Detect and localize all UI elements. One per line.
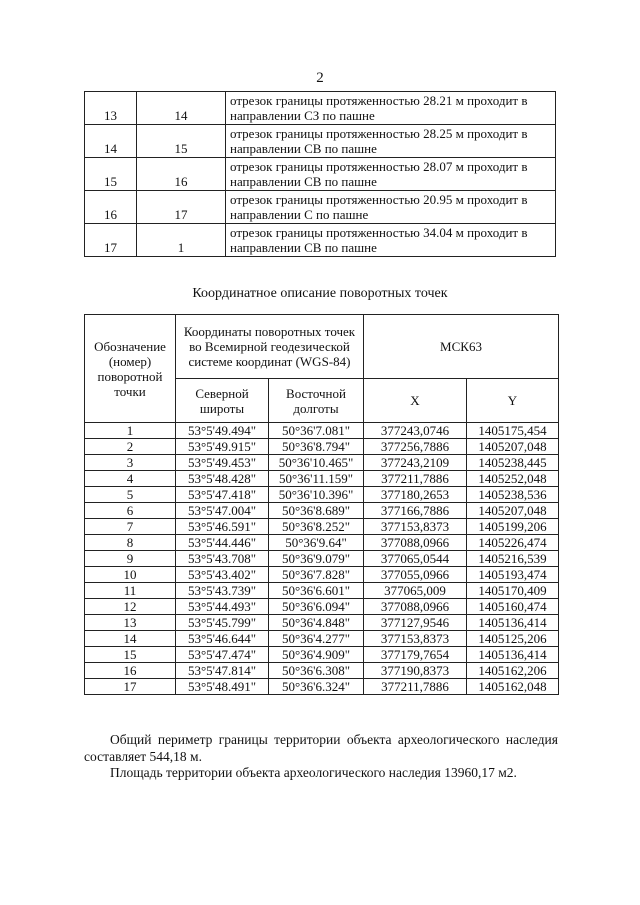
segment-to: 1 (137, 224, 226, 257)
cell-lon: 50°36'8.252" (269, 519, 364, 535)
cell-n: 6 (85, 503, 176, 519)
cell-lat: 53°5'44.446" (176, 535, 269, 551)
cell-x: 377180,2653 (364, 487, 467, 503)
cell-lon: 50°36'6.324" (269, 679, 364, 695)
cell-lat: 53°5'49.453" (176, 455, 269, 471)
cell-y: 1405136,414 (467, 615, 559, 631)
cell-lon: 50°36'6.308" (269, 663, 364, 679)
segment-description-line1: отрезок границы протяженностью 28.21 м проходит в (230, 93, 528, 108)
cell-lat: 53°5'43.402" (176, 567, 269, 583)
segment-row (85, 92, 556, 125)
cell-x: 377088,0966 (364, 599, 467, 615)
coordinate-row (85, 647, 559, 663)
cell-n: 3 (85, 455, 176, 471)
segment-description-line2: направлении СВ по пашне (230, 141, 377, 156)
cell-y: 1405160,474 (467, 599, 559, 615)
coordinate-row (85, 535, 559, 551)
cell-n: 7 (85, 519, 176, 535)
cell-lat: 53°5'44.493" (176, 599, 269, 615)
coordinate-row (85, 567, 559, 583)
cell-n: 9 (85, 551, 176, 567)
cell-n: 15 (85, 647, 176, 663)
segment-description (226, 125, 556, 158)
header-y: Y (467, 379, 559, 423)
page-number: 2 (316, 70, 324, 86)
cell-n: 12 (85, 599, 176, 615)
segment-description-line2: направлении СВ по пашне (230, 174, 377, 189)
segment-to: 16 (137, 158, 226, 191)
cell-x: 377256,7886 (364, 439, 467, 455)
segment-description-line2: направлении СЗ по пашне (230, 108, 375, 123)
cell-lon: 50°36'10.396" (269, 487, 364, 503)
header-wgs-group: Координаты поворотных точек во Всемирной геодезической системе координат (WGS-84) (176, 315, 364, 379)
cell-n: 17 (85, 679, 176, 695)
segment-row (85, 158, 556, 191)
cell-x: 377190,8373 (364, 663, 467, 679)
segment-description-line2: направлении СВ по пашне (230, 240, 377, 255)
header-latitude: Северной широты (176, 379, 269, 423)
segment-from: 17 (85, 224, 137, 257)
cell-y: 1405162,206 (467, 663, 559, 679)
cell-n: 10 (85, 567, 176, 583)
coordinates-table (84, 314, 559, 695)
cell-x: 377166,7886 (364, 503, 467, 519)
cell-n: 11 (85, 583, 176, 599)
cell-y: 1405170,409 (467, 583, 559, 599)
section-title: Координатное описание поворотных точек (192, 286, 448, 301)
cell-n: 5 (85, 487, 176, 503)
cell-lon: 50°36'8.794" (269, 439, 364, 455)
boundary-segments-table (84, 91, 556, 257)
segment-description-line1: отрезок границы протяженностью 20.95 м проходит в (230, 192, 528, 207)
cell-x: 377153,8373 (364, 519, 467, 535)
cell-lat: 53°5'49.494" (176, 423, 269, 439)
coordinate-row (85, 615, 559, 631)
cell-lat: 53°5'47.474" (176, 647, 269, 663)
cell-x: 377088,0966 (364, 535, 467, 551)
area-note: Площадь территории объекта археологического наследия 13960,17 м2. (110, 765, 517, 780)
coordinate-row (85, 663, 559, 679)
cell-n: 8 (85, 535, 176, 551)
cell-lat: 53°5'48.428" (176, 471, 269, 487)
cell-lon: 50°36'7.828" (269, 567, 364, 583)
segment-row (85, 125, 556, 158)
cell-y: 1405216,539 (467, 551, 559, 567)
coordinate-row (85, 471, 559, 487)
cell-lat: 53°5'48.491" (176, 679, 269, 695)
segment-description-line2: направлении С по пашне (230, 207, 369, 222)
coordinate-row (85, 423, 559, 439)
cell-lon: 50°36'4.848" (269, 615, 364, 631)
cell-n: 14 (85, 631, 176, 647)
cell-lat: 53°5'46.644" (176, 631, 269, 647)
coordinate-row (85, 439, 559, 455)
segment-to: 15 (137, 125, 226, 158)
coordinate-row (85, 551, 559, 567)
cell-lon: 50°36'6.601" (269, 583, 364, 599)
cell-y: 1405162,048 (467, 679, 559, 695)
cell-n: 16 (85, 663, 176, 679)
cell-lat: 53°5'46.591" (176, 519, 269, 535)
coordinate-row (85, 487, 559, 503)
segment-description (226, 158, 556, 191)
coordinate-row (85, 631, 559, 647)
segment-description-line1: отрезок границы протяженностью 28.07 м проходит в (230, 159, 528, 174)
cell-lon: 50°36'9.64" (269, 535, 364, 551)
segment-from: 15 (85, 158, 137, 191)
cell-y: 1405207,048 (467, 439, 559, 455)
cell-n: 13 (85, 615, 176, 631)
coordinate-row (85, 599, 559, 615)
header-x: X (364, 379, 467, 423)
cell-x: 377153,8373 (364, 631, 467, 647)
cell-y: 1405199,206 (467, 519, 559, 535)
segment-row (85, 191, 556, 224)
cell-x: 377065,009 (364, 583, 467, 599)
cell-lon: 50°36'6.094" (269, 599, 364, 615)
cell-lat: 53°5'49.915" (176, 439, 269, 455)
segment-to: 14 (137, 92, 226, 125)
perimeter-note: Общий периметр границы территории объекта археологического наследия составляет 544,18 м. (84, 732, 558, 764)
cell-y: 1405252,048 (467, 471, 559, 487)
cell-y: 1405125,206 (467, 631, 559, 647)
segment-from: 16 (85, 191, 137, 224)
cell-lat: 53°5'47.814" (176, 663, 269, 679)
header-point-label: Обозначение (номер) поворотной точки (85, 315, 176, 423)
cell-x: 377179,7654 (364, 647, 467, 663)
cell-y: 1405207,048 (467, 503, 559, 519)
segment-to: 17 (137, 191, 226, 224)
cell-lon: 50°36'9.079" (269, 551, 364, 567)
coordinate-row (85, 519, 559, 535)
coordinate-row (85, 679, 559, 695)
segment-row (85, 224, 556, 257)
cell-x: 377065,0544 (364, 551, 467, 567)
cell-lon: 50°36'7.081" (269, 423, 364, 439)
cell-lat: 53°5'43.708" (176, 551, 269, 567)
cell-lat: 53°5'47.004" (176, 503, 269, 519)
segment-from: 14 (85, 125, 137, 158)
cell-lat: 53°5'43.739" (176, 583, 269, 599)
segment-from: 13 (85, 92, 137, 125)
cell-x: 377243,2109 (364, 455, 467, 471)
cell-y: 1405238,536 (467, 487, 559, 503)
cell-y: 1405136,414 (467, 647, 559, 663)
cell-lon: 50°36'8.689" (269, 503, 364, 519)
cell-x: 377127,9546 (364, 615, 467, 631)
cell-lon: 50°36'11.159" (269, 471, 364, 487)
segment-description (226, 92, 556, 125)
segment-description-line1: отрезок границы протяженностью 34.04 м проходит в (230, 225, 528, 240)
cell-y: 1405175,454 (467, 423, 559, 439)
cell-y: 1405238,445 (467, 455, 559, 471)
cell-n: 1 (85, 423, 176, 439)
header-longitude: Восточной долготы (269, 379, 364, 423)
cell-lon: 50°36'4.277" (269, 631, 364, 647)
cell-y: 1405193,474 (467, 567, 559, 583)
header-msk-group: МСК63 (364, 315, 559, 379)
cell-n: 4 (85, 471, 176, 487)
cell-x: 377211,7886 (364, 471, 467, 487)
cell-lon: 50°36'10.465" (269, 455, 364, 471)
cell-y: 1405226,474 (467, 535, 559, 551)
cell-x: 377055,0966 (364, 567, 467, 583)
cell-x: 377211,7886 (364, 679, 467, 695)
segment-description (226, 191, 556, 224)
coordinate-row (85, 455, 559, 471)
cell-lon: 50°36'4.909" (269, 647, 364, 663)
coordinate-row (85, 583, 559, 599)
coordinate-row (85, 503, 559, 519)
cell-n: 2 (85, 439, 176, 455)
cell-lat: 53°5'47.418" (176, 487, 269, 503)
cell-lat: 53°5'45.799" (176, 615, 269, 631)
cell-x: 377243,0746 (364, 423, 467, 439)
segment-description (226, 224, 556, 257)
segment-description-line1: отрезок границы протяженностью 28.25 м проходит в (230, 126, 528, 141)
